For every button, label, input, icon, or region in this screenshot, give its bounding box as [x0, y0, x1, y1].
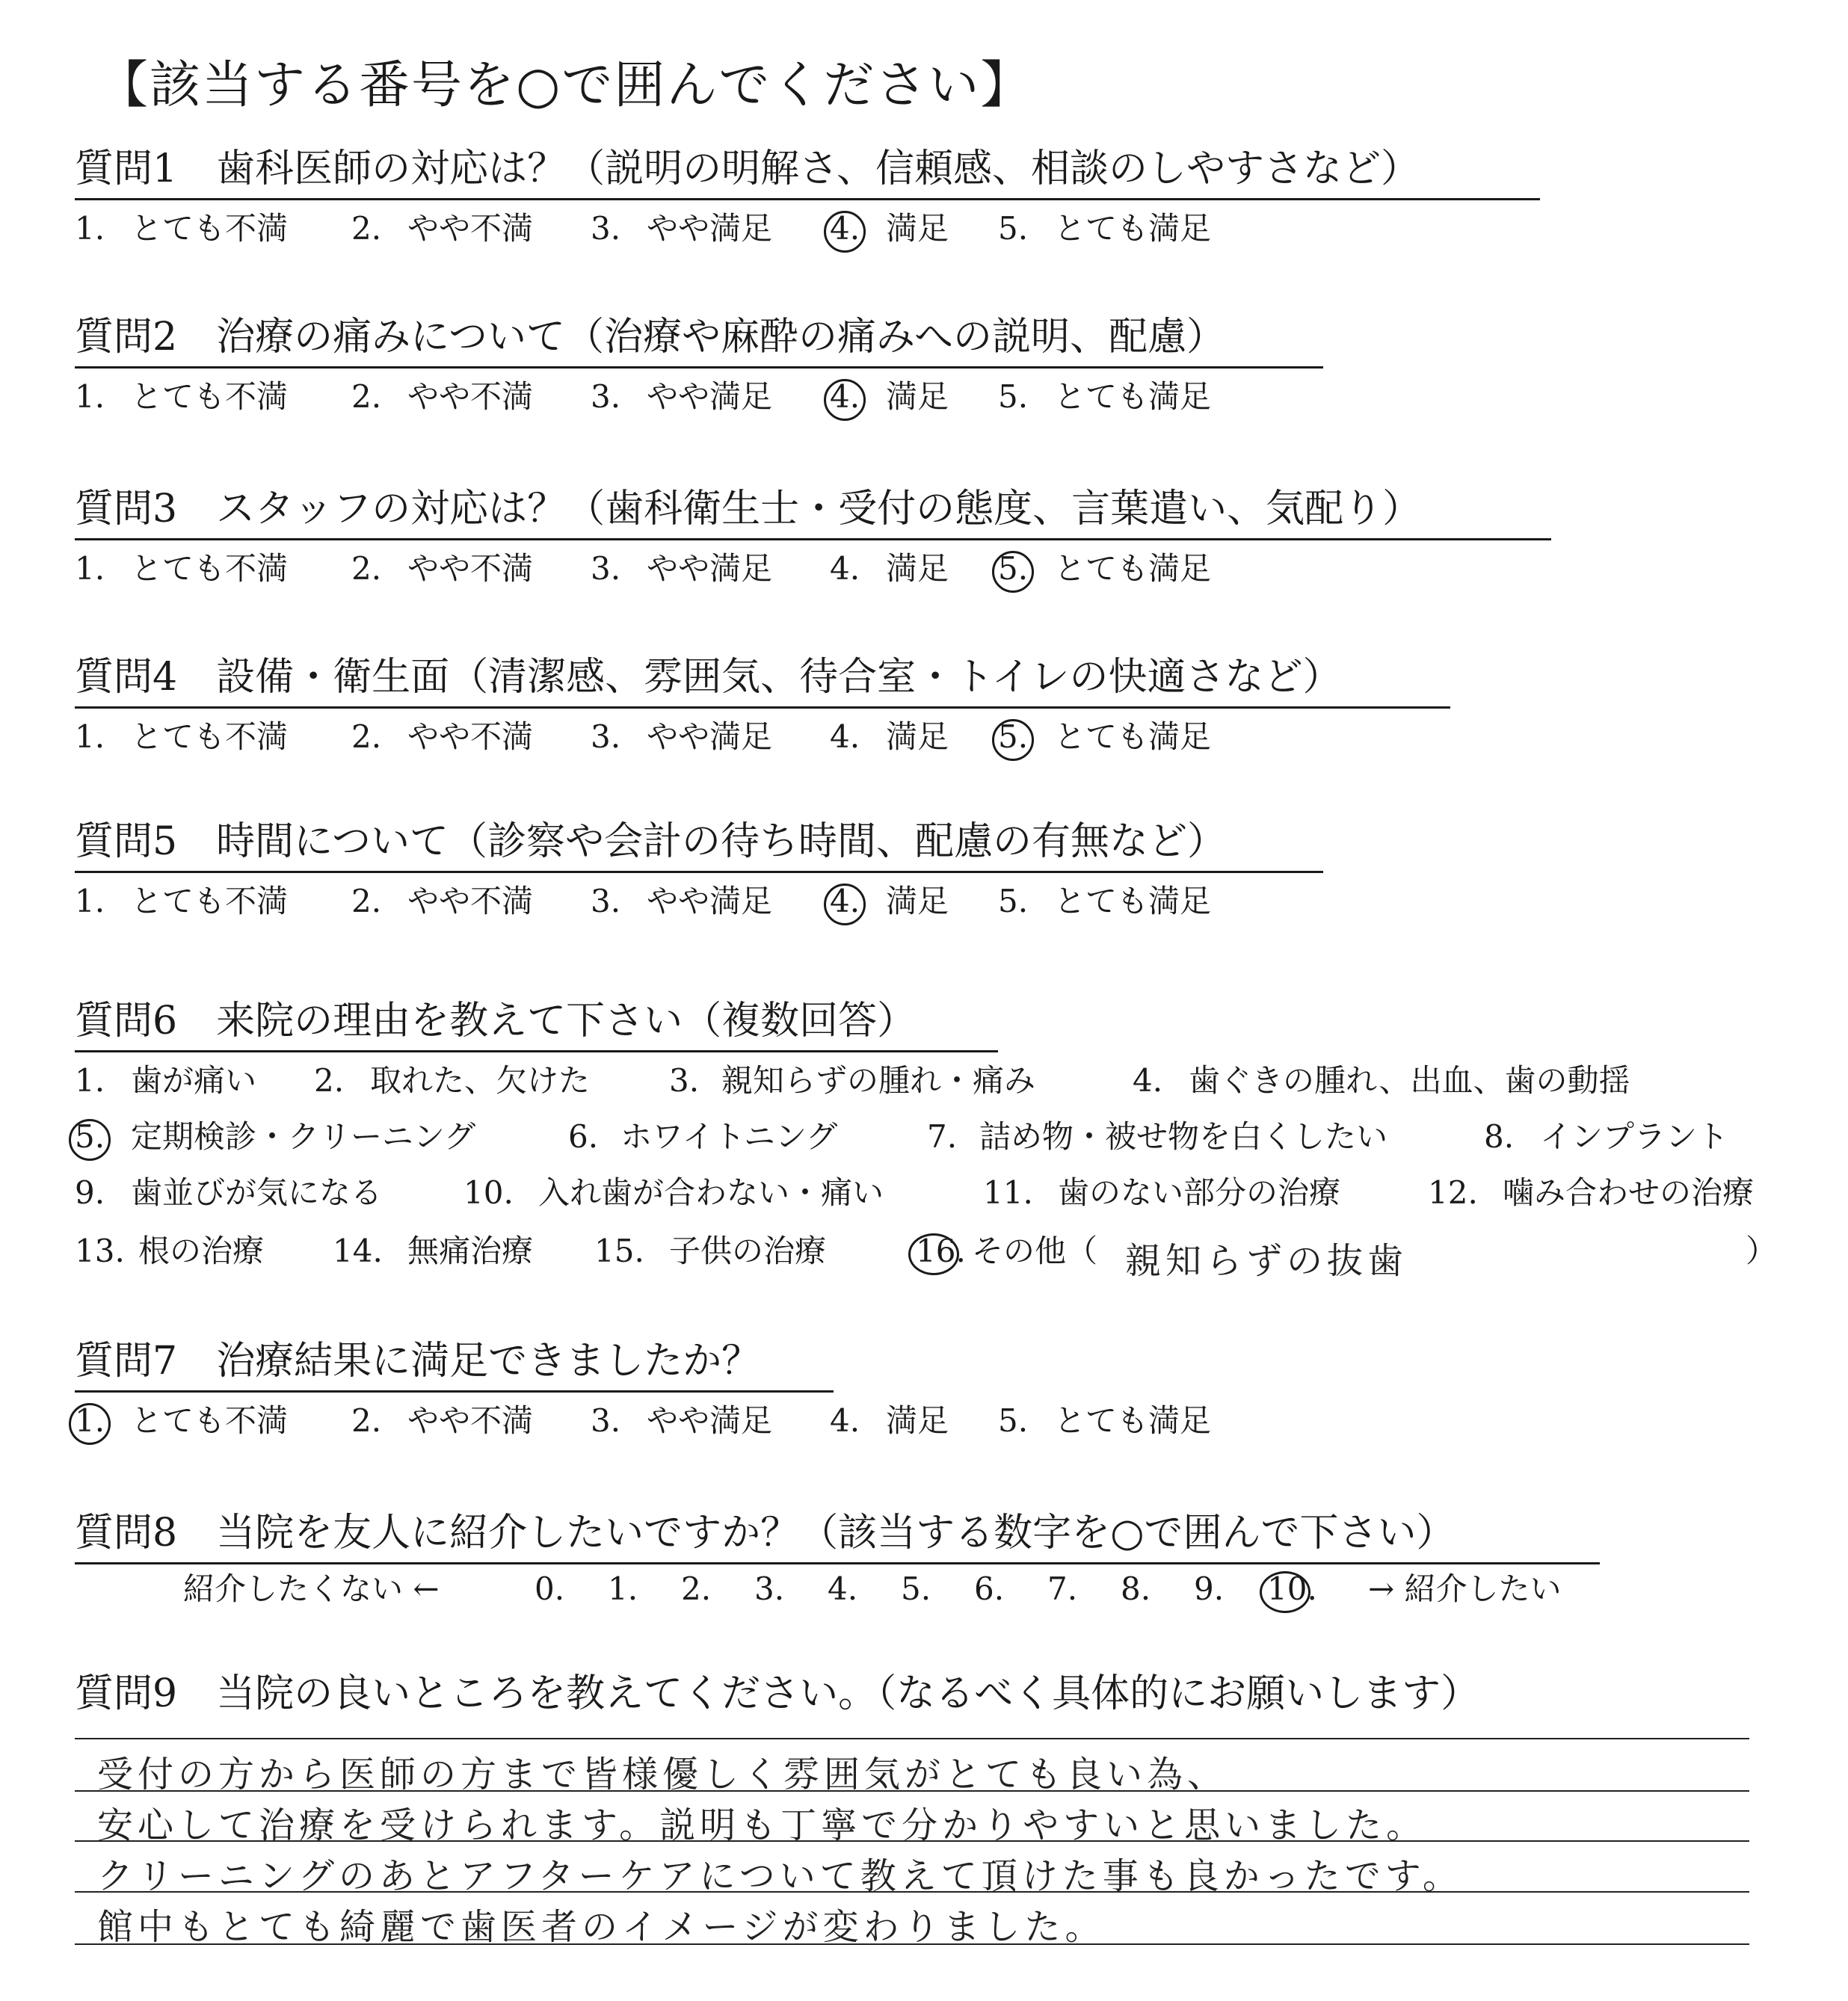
option-number-cell[interactable] — [830, 718, 860, 756]
option-label: 子供の治療 — [669, 1233, 827, 1269]
option-number: 4. — [830, 718, 860, 755]
option-number-cell[interactable] — [351, 549, 381, 588]
option-label-cell[interactable] — [886, 377, 949, 416]
option-label: とても不満 — [131, 883, 289, 919]
option-label-cell[interactable] — [1054, 377, 1211, 416]
option-label: 詰め物・被せ物を白くしたい — [979, 1118, 1388, 1155]
option-number-cell[interactable] — [75, 1402, 105, 1440]
option-number-cell[interactable] — [1267, 1570, 1317, 1609]
option-label-cell[interactable] — [886, 209, 949, 248]
q8-left-label: 紹介したくない ← — [183, 1570, 440, 1607]
option-label-cell[interactable] — [886, 549, 949, 588]
option-number-cell[interactable] — [754, 1570, 784, 1609]
option-number: 7. — [927, 1118, 958, 1155]
q9-answer-line: 受付の方から医師の方まで皆様優しく雰囲気がとても良い為、 — [97, 1754, 1228, 1795]
option-number-cell[interactable] — [75, 377, 105, 416]
q9-answer-line: 館中もとても綺麗で歯医者のイメージが変わりました。 — [97, 1906, 1106, 1948]
option-label: インプラント — [1540, 1118, 1729, 1155]
option-number-circled: 10. — [1267, 1570, 1317, 1607]
option-label-cell[interactable] — [1054, 549, 1211, 588]
option-label: とても不満 — [131, 210, 289, 247]
option-label-cell[interactable] — [647, 718, 772, 756]
option-number-cell[interactable] — [75, 209, 105, 248]
option-label-cell[interactable] — [131, 549, 288, 588]
option-number-cell[interactable] — [591, 549, 620, 588]
q1-underline — [75, 198, 1540, 200]
option-number: 2. — [351, 1402, 382, 1439]
option-label-cell[interactable] — [370, 1061, 590, 1100]
option-number-circled: 4. — [830, 883, 860, 919]
option-number: 6. — [568, 1118, 599, 1155]
option-label: やや満足 — [647, 883, 773, 919]
option-label: とても満足 — [1054, 883, 1212, 919]
q4-heading: 質問4 設備・衛生面（清潔感、雰囲気、待合室・トイレの快適さなど） — [75, 655, 1342, 700]
option-number-cell[interactable] — [1484, 1117, 1514, 1156]
option-label: ホワイトニング — [620, 1118, 838, 1155]
option-label-cell[interactable] — [138, 1232, 264, 1271]
option-label: 親知らずの腫れ・痛み — [721, 1062, 1036, 1099]
option-label-cell[interactable] — [1054, 882, 1211, 921]
option-label: 定期検診・クリーニング — [131, 1118, 476, 1155]
q2-underline — [75, 366, 1323, 369]
option-label-cell[interactable] — [131, 1061, 256, 1100]
option-label: とても満足 — [1054, 550, 1212, 587]
option-label: とても満足 — [1054, 378, 1212, 415]
option-number-circled: 4. — [830, 210, 860, 247]
option-number-cell[interactable] — [927, 1117, 957, 1156]
option-number-cell[interactable] — [351, 882, 381, 921]
option-label: やや満足 — [647, 550, 773, 587]
option-label: 満足 — [886, 550, 949, 587]
option-number: 5. — [998, 210, 1029, 247]
option-label: 無痛治療 — [407, 1233, 534, 1269]
option-number-cell[interactable] — [1428, 1174, 1478, 1212]
option-number: 7. — [1047, 1570, 1078, 1607]
option-label-cell[interactable] — [886, 1402, 949, 1440]
option-label-cell[interactable] — [131, 377, 288, 416]
option-number-circled: 4. — [830, 378, 860, 415]
option-label-cell[interactable] — [647, 209, 772, 248]
option-number-cell[interactable] — [669, 1061, 699, 1100]
option-number-cell[interactable] — [983, 1174, 1033, 1212]
option-number-cell[interactable] — [830, 549, 860, 588]
option-number-cell[interactable] — [333, 1232, 383, 1271]
option-number: 5. — [998, 378, 1029, 415]
option-number-cell[interactable] — [594, 1232, 644, 1271]
option-label-cell[interactable] — [972, 1232, 1097, 1271]
option-number-cell[interactable] — [998, 549, 1028, 588]
q6-heading: 質問6 来院の理由を教えて下さい（複数回答） — [75, 999, 917, 1043]
option-number-cell[interactable] — [75, 1174, 105, 1212]
option-label: やや不満 — [407, 883, 534, 919]
option-number: 1. — [75, 1062, 105, 1099]
option-label-cell[interactable] — [1054, 718, 1211, 756]
option-number: 6. — [974, 1570, 1005, 1607]
option-label-cell[interactable] — [1054, 1402, 1211, 1440]
option-label: 取れた、欠けた — [370, 1062, 591, 1099]
option-number-cell[interactable] — [830, 209, 860, 248]
option-number-cell[interactable] — [75, 718, 105, 756]
option-label-cell[interactable] — [1054, 209, 1211, 248]
q8-right-label: → 紹介したい — [1368, 1570, 1562, 1607]
option-number-cell[interactable] — [681, 1570, 711, 1609]
option-label-cell[interactable] — [1058, 1174, 1340, 1212]
option-number: 1. — [75, 883, 105, 919]
option-label: 歯ぐきの腫れ、出血、歯の動揺 — [1189, 1062, 1630, 1099]
option-label-cell[interactable] — [1540, 1117, 1728, 1156]
option-number-circled: 5. — [998, 550, 1029, 587]
option-label-cell[interactable] — [1189, 1061, 1630, 1100]
option-label: やや不満 — [407, 210, 534, 247]
option-label: とても不満 — [131, 718, 289, 755]
option-number: 3. — [591, 883, 621, 919]
option-number-circled: 5. — [75, 1118, 105, 1155]
option-label-cell[interactable] — [407, 882, 533, 921]
option-label: とても不満 — [131, 1402, 289, 1439]
option-number-cell[interactable] — [608, 1570, 638, 1609]
option-label: やや不満 — [407, 1402, 534, 1439]
option-number-cell[interactable] — [351, 377, 381, 416]
q9-heading: 質問9 当院の良いところを教えてください。（なるべく具体的にお願いします） — [75, 1671, 1480, 1716]
option-label: 歯のない部分の治療 — [1058, 1174, 1341, 1211]
option-number: 12. — [1428, 1174, 1478, 1211]
option-number-cell[interactable] — [830, 1402, 860, 1440]
option-label-cell[interactable] — [131, 718, 288, 756]
option-number: 1. — [75, 210, 105, 247]
option-label: その他（ — [972, 1233, 1098, 1269]
q7-underline — [75, 1390, 834, 1393]
option-number-cell[interactable] — [901, 1570, 931, 1609]
option-label-cell[interactable] — [647, 549, 772, 588]
option-number: 8. — [1484, 1118, 1515, 1155]
option-number-cell[interactable] — [591, 882, 620, 921]
option-number-cell[interactable] — [998, 882, 1028, 921]
option-number-cell[interactable] — [998, 718, 1028, 756]
option-number: 5. — [998, 883, 1029, 919]
option-number-cell[interactable] — [591, 1402, 620, 1440]
option-label: とても満足 — [1054, 210, 1212, 247]
option-number: 2. — [681, 1570, 712, 1607]
option-number-cell[interactable] — [998, 209, 1028, 248]
option-number-cell[interactable] — [351, 718, 381, 756]
option-number: 8. — [1121, 1570, 1151, 1607]
option-number: 15. — [594, 1233, 644, 1269]
q8-underline — [75, 1562, 1600, 1564]
option-label-cell[interactable] — [647, 377, 772, 416]
option-number: 1. — [608, 1570, 638, 1607]
option-number-cell[interactable] — [75, 882, 105, 921]
page-title: 【該当する番号を○で囲んでください】 — [97, 56, 1033, 115]
q7-heading: 質問7 治療結果に満足できましたか？ — [75, 1339, 761, 1384]
option-label: とても満足 — [1054, 1402, 1212, 1439]
q9-answer-line: クリーニングのあとアフターケアについて教えて頂けた事も良かったです。 — [97, 1855, 1463, 1897]
option-label-cell[interactable] — [131, 209, 288, 248]
answer-ruled-line — [75, 1738, 1749, 1739]
option-label-cell[interactable] — [620, 1117, 837, 1156]
option-number: 2. — [351, 883, 382, 919]
option-number-cell[interactable] — [974, 1570, 1004, 1609]
option-label: やや満足 — [647, 718, 773, 755]
option-label: 歯並びが気になる — [131, 1174, 383, 1211]
option-number: 2. — [351, 378, 382, 415]
option-number-cell[interactable] — [75, 549, 105, 588]
option-number-cell[interactable] — [591, 718, 620, 756]
option-label-cell[interactable] — [407, 718, 533, 756]
option-number-cell[interactable] — [535, 1570, 564, 1609]
option-number: 4. — [828, 1570, 858, 1607]
option-label: やや満足 — [647, 210, 773, 247]
q8-heading: 質問8 当院を友人に紹介したいですか？（該当する数字を○で囲んで下さい） — [75, 1511, 1456, 1556]
option-label: やや満足 — [647, 1402, 773, 1439]
q2-heading: 質問2 治療の痛みについて（治療や麻酔の痛みへの説明、配慮） — [75, 315, 1226, 360]
q9-answer-line: 安心して治療を受けられます。説明も丁寧で分かりやすいと思いました。 — [97, 1804, 1427, 1846]
option-label: やや不満 — [407, 378, 534, 415]
option-number: 3. — [754, 1570, 785, 1607]
option-number: 14. — [333, 1233, 383, 1269]
q6-underline — [75, 1050, 998, 1052]
option-number-cell[interactable] — [830, 882, 860, 921]
option-number: 9. — [1194, 1570, 1225, 1607]
option-label-cell[interactable] — [131, 1402, 288, 1440]
option-label: 満足 — [886, 210, 949, 247]
option-number-cell[interactable] — [351, 209, 381, 248]
option-number: 1. — [75, 718, 105, 755]
option-label: 噛み合わせの治療 — [1503, 1174, 1755, 1211]
option-number-cell[interactable] — [828, 1570, 857, 1609]
option-number-circled: 16. — [916, 1233, 966, 1269]
option-label-cell[interactable] — [407, 1232, 533, 1271]
option-label: とても満足 — [1054, 718, 1212, 755]
option-number-cell[interactable] — [314, 1061, 344, 1100]
option-number-cell[interactable] — [998, 377, 1028, 416]
option-label-cell[interactable] — [407, 209, 533, 248]
q3-underline — [75, 538, 1551, 540]
option-number: 1. — [75, 550, 105, 587]
option-label-cell[interactable] — [407, 377, 533, 416]
option-number: 3. — [591, 550, 621, 587]
option-label: 根の治療 — [138, 1233, 265, 1269]
option-number: 10. — [463, 1174, 514, 1211]
option-number-circled: 1. — [75, 1402, 105, 1439]
option-label-cell[interactable] — [131, 882, 288, 921]
option-number: 4. — [830, 550, 860, 587]
option-number: 2. — [351, 210, 382, 247]
option-number: 3. — [591, 718, 621, 755]
option-number: 4. — [830, 1402, 860, 1439]
option-label: 満足 — [886, 883, 949, 919]
option-label-cell[interactable] — [1503, 1174, 1754, 1212]
q5-heading: 質問5 時間について（診察や会計の待ち時間、配慮の有無など） — [75, 819, 1227, 864]
option-number-cell[interactable] — [591, 377, 620, 416]
option-label: やや不満 — [407, 550, 534, 587]
option-number-cell[interactable] — [1133, 1061, 1162, 1100]
option-number: 2. — [351, 550, 382, 587]
option-number-cell[interactable] — [463, 1174, 514, 1212]
option-label-cell[interactable] — [407, 1402, 533, 1440]
option-number-cell[interactable] — [75, 1061, 105, 1100]
option-number: 2. — [314, 1062, 345, 1099]
option-number: 5. — [901, 1570, 931, 1607]
option-number: 4. — [1133, 1062, 1163, 1099]
option-label: とても不満 — [131, 550, 289, 587]
option-number-cell[interactable] — [568, 1117, 598, 1156]
option-number-circled: 5. — [998, 718, 1029, 755]
option-label: 入れ歯が合わない・痛い — [538, 1174, 884, 1211]
option-number-cell[interactable] — [830, 377, 860, 416]
q5-underline — [75, 871, 1323, 873]
option-number: 13. — [75, 1233, 125, 1269]
option-number-cell[interactable] — [1194, 1570, 1224, 1609]
option-label-cell[interactable] — [131, 1117, 475, 1156]
q1-heading: 質問1 歯科医師の対応は？（説明の明解さ、信頼感、相談のしやすさなど） — [75, 147, 1420, 191]
option-number: 3. — [591, 210, 621, 247]
option-label-cell[interactable] — [647, 882, 772, 921]
option-label-cell[interactable] — [886, 882, 949, 921]
option-label-cell[interactable] — [538, 1174, 884, 1212]
option-label: 満足 — [886, 1402, 949, 1439]
option-number-cell[interactable] — [916, 1232, 966, 1271]
q4-underline — [75, 706, 1450, 709]
option-number: 3. — [591, 378, 621, 415]
option-number: 11. — [983, 1174, 1033, 1211]
option-number-cell[interactable] — [1121, 1570, 1151, 1609]
option-number-cell[interactable] — [998, 1402, 1028, 1440]
option-number-cell[interactable] — [591, 209, 620, 248]
q6-close-paren: ） — [1746, 1233, 1778, 1269]
option-number: 5. — [998, 1402, 1029, 1439]
option-label: やや満足 — [647, 378, 773, 415]
option-label-cell[interactable] — [721, 1061, 1035, 1100]
option-number: 3. — [669, 1062, 700, 1099]
option-label-cell[interactable] — [647, 1402, 772, 1440]
option-number: 3. — [591, 1402, 621, 1439]
option-number-cell[interactable] — [75, 1232, 125, 1271]
option-label-cell[interactable] — [979, 1117, 1387, 1156]
option-label: やや不満 — [407, 718, 534, 755]
option-number: 9. — [75, 1174, 105, 1211]
option-label: とても不満 — [131, 378, 289, 415]
q6-other-answer: 親知らずの抜歯 — [1125, 1240, 1408, 1282]
option-label-cell[interactable] — [407, 549, 533, 588]
option-label: 歯が痛い — [131, 1062, 257, 1099]
option-label: 満足 — [886, 718, 949, 755]
option-number: 1. — [75, 378, 105, 415]
option-number: 2. — [351, 718, 382, 755]
option-label-cell[interactable] — [131, 1174, 382, 1212]
option-label-cell[interactable] — [669, 1232, 826, 1271]
option-number-cell[interactable] — [1047, 1570, 1077, 1609]
option-number: 0. — [535, 1570, 565, 1607]
option-label: 満足 — [886, 378, 949, 415]
option-number-cell[interactable] — [351, 1402, 381, 1440]
option-label-cell[interactable] — [886, 718, 949, 756]
q3-heading: 質問3 スタッフの対応は？（歯科衛生士・受付の態度、言葉遣い、気配り） — [75, 487, 1422, 531]
option-number-cell[interactable] — [75, 1117, 105, 1156]
